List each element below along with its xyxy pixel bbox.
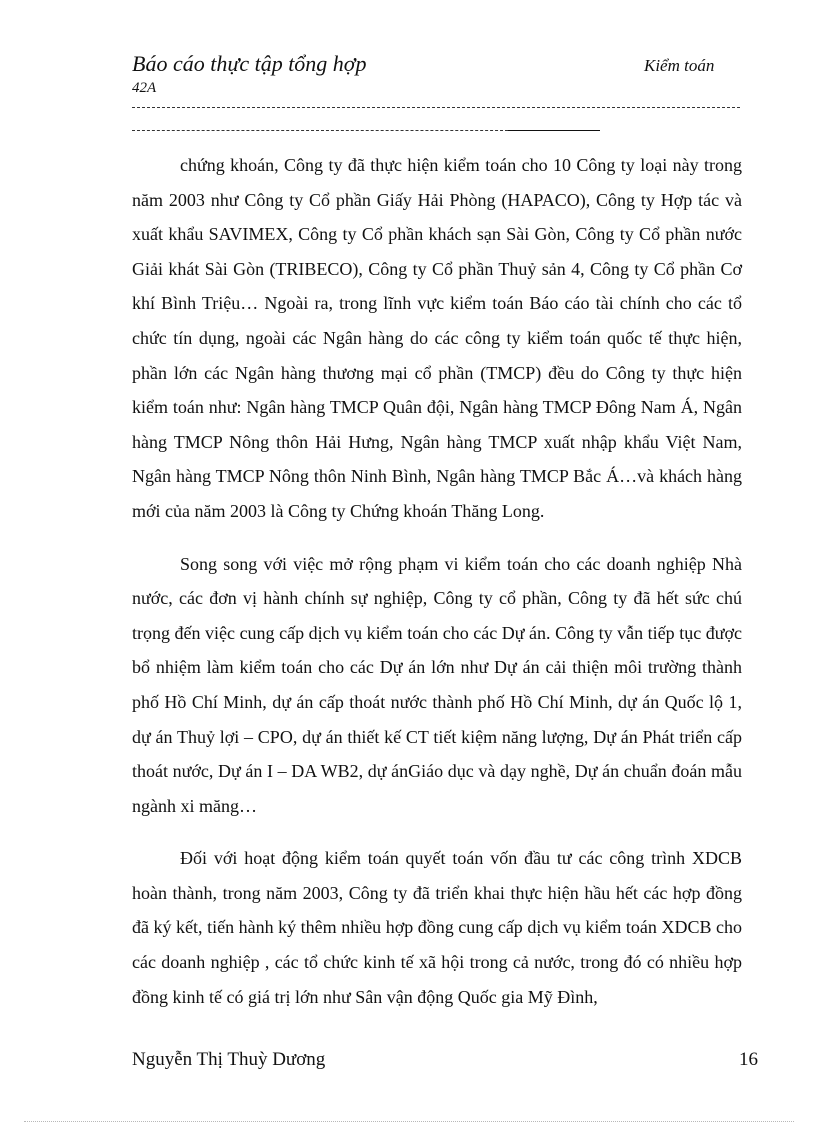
page-header bbox=[132, 50, 742, 90]
paragraph: chứng khoán, Công ty đã thực hiện kiểm toán cho 10 Công ty loại này trong năm 2003 như Công ty Cổ phần Giấy Hải Phòng (HAPACO), Công ty Hợp tác và xuất khẩu SAVIMEX, Công ty Cổ phần khách sạn Sài Gòn, Công ty Cổ phần nước Giải khát Sài Gòn (TRIBECO), Công ty Cổ phần Thuỷ sản 4, Công ty Cổ phần Cơ khí Bình Triệu… Ngoài ra, trong lĩnh vực kiểm toán Báo cáo tài chính cho các tổ chức tín dụng, ngoài các Ngân hàng do các công ty kiểm toán quốc tế thực hiện, phần lớn các Ngân hàng thương mại cổ phần (TMCP) đều do Công ty thực hiện kiểm toán như: Ngân hàng TMCP Quân đội, Ngân hàng TMCP Đông Nam Á, Ngân hàng TMCP Nông thôn Hải Hưng, Ngân hàng TMCP xuất nhập khẩu Việt Nam, Ngân hàng TMCP Nông thôn Ninh Bình, Ngân hàng TMCP Bắc Á…và khách hàng mới của năm 2003 là Công ty Chứng khoán Thăng Long. bbox=[132, 155, 742, 521]
header-divider-solid bbox=[508, 130, 600, 131]
page-footer bbox=[132, 1046, 758, 1074]
header-divider-dashed bbox=[132, 130, 508, 131]
paragraph: Song song với việc mở rộng phạm vi kiểm toán cho các doanh nghiệp Nhà nước, các đơn vị hành chính sự nghiệp, Công ty cổ phần, Công ty đã hết sức chú trọng đến việc cung cấp dịch vụ kiểm toán cho các Dự án. Công ty vẫn tiếp tục được bổ nhiệm làm kiểm toán cho các Dự án lớn như Dự án cải thiện môi trường thành phố Hồ Chí Minh, dự án cấp thoát nước thành phố Hồ Chí Minh, dự án Quốc lộ 1, dự án Thuỷ lợi – CPO, dự án thiết kế CT tiết kiệm năng lượng, Dự án Phát triển cấp thoát nước, Dự án I – DA WB2, dự ánGiáo dục và dạy nghề, Dự án chuẩn đoán mẫu ngành xi măng… bbox=[132, 553, 742, 816]
page-bottom-border bbox=[24, 1121, 794, 1122]
page-number: 16 bbox=[739, 1049, 758, 1070]
paragraph: Đối với hoạt động kiểm toán quyết toán vốn đầu tư các công trình XDCB hoàn thành, trong năm 2003, Công ty đã triển khai thực hiện hầu hết các hợp đồng đã ký kết, tiến hành ký thêm nhiều hợp đồng cung cấp dịch vụ kiểm toán XDCB cho các doanh nghiệp , các tổ chức kinh tế xã hội trong cả nước, trong đó có nhiều hợp đồng kinh tế có giá trị lớn như Sân vận động Quốc gia Mỹ Đình, bbox=[132, 848, 742, 1007]
class-code: 42A bbox=[132, 80, 157, 96]
report-title: Báo cáo thực tập tổng hợp bbox=[132, 51, 367, 76]
section-label: Kiểm toán bbox=[644, 56, 715, 75]
header-divider bbox=[132, 107, 740, 108]
body-text bbox=[132, 148, 742, 1014]
author-name: Nguyễn Thị Thuỳ Dương bbox=[132, 1049, 326, 1070]
